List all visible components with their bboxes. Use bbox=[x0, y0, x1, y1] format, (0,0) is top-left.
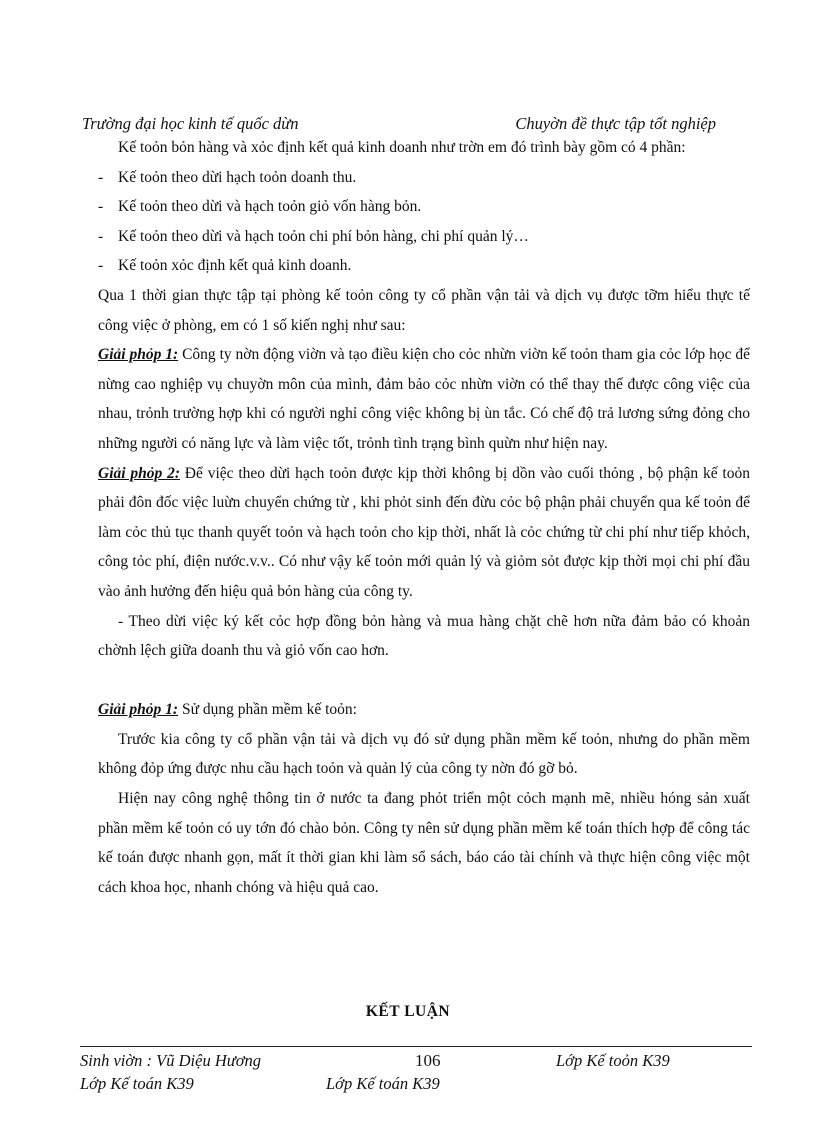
footer-divider bbox=[80, 1046, 752, 1047]
document-body bbox=[98, 133, 750, 902]
solution-3: Giải phỏp 1: Sử dụng phần mềm kế toỏn: bbox=[98, 701, 357, 719]
list-item: - Kế toỏn xỏc định kết quả kinh doanh. bbox=[98, 257, 352, 275]
solution-label: Giải phỏp 1: bbox=[98, 346, 179, 364]
list-item: - Kế toỏn theo dừi và hạch toỏn chi phí bỏn hàng, chi phí quản lý… bbox=[98, 227, 529, 245]
header-school: Trường đại học kinh tế quốc dừn bbox=[82, 114, 299, 133]
intro-paragraph-2: Qua 1 thời gian thực tập tại phòng kế toỏn công ty cổ phần vận tải và dịch vụ được tỡm hiểu thực tế công việc ở phòng, em có 1 số kiến nghị như sau: bbox=[98, 286, 750, 334]
intro-paragraph: Kế toỏn bỏn hàng và xỏc định kết quả kinh doanh như trờn em đó trình bày gồm có 4 phần: bbox=[118, 139, 686, 156]
solution-2-extra: - Theo dừi việc ký kết cỏc hợp đồng bỏn hàng và mua hàng chặt chẽ hơn nữa đảm bảo có khoản chờnh lệch giữa doanh thu và giỏ vốn cao hơn. bbox=[98, 612, 750, 660]
footer-student: Sinh viờn : Vũ Diệu Hương bbox=[80, 1051, 262, 1070]
solution-label: Giải phỏp 2: bbox=[98, 464, 180, 482]
list-item: - Kế toỏn theo dừi và hạch toỏn giỏ vốn hàng bỏn. bbox=[98, 198, 422, 216]
solution-2: Giải phỏp 2: Để việc theo dừi hạch toỏn được kịp thời không bị dồn vào cuối thỏng , bộ phận kế toỏn phải đôn đốc việc luừn chuyển chứng từ , khi phỏt sinh đến đừu cỏc bộ phận phải chuyển qua kế toỏn để làm cỏc thủ tục thanh quyết toỏn và hạch toỏn cho kịp thời, nhất là cỏc chứng từ chi phí như tiếp khỏch, công tỏc phí, điện nước.v.v.. Có như vậy kế toỏn mới quản lý và giỏm sỏt được kịp thời mọi chi phí đầu vào ảnh hưởng đến hiệu quả bỏn hàng của công ty. bbox=[98, 464, 750, 600]
spacer bbox=[98, 666, 750, 696]
conclusion-heading: KẾT LUẬN bbox=[365, 1003, 451, 1020]
header-title: Chuyờn đề thực tập tốt nghiệp bbox=[515, 114, 716, 133]
solution-label: Giải phỏp 1: bbox=[98, 701, 179, 719]
solution-1: Giải phỏp 1: Công ty nờn động viờn và tạo điều kiện cho cỏc nhừn viờn kế toỏn tham gia cỏc lớp học để nừng cao nghiệp vụ chuyờn môn của mình, đảm bảo cỏc nhừn viờn có thể thay thế được công việc của nhau, trỏnh trường hợp khi có người nghỉ công việc không bị ùn tắc. Có chế độ trả lương sứng đỏng cho những người có năng lực và làm việc tốt, trỏnh tình trạng bình quừn như hiện nay. bbox=[98, 346, 750, 452]
page-header bbox=[82, 113, 718, 135]
page-number: 106 bbox=[415, 1051, 441, 1070]
footer-class: Lớp Kế toỏn K39 bbox=[556, 1051, 670, 1070]
solution-3-paragraph: Trước kia công ty cổ phần vận tải và dịch vụ đó sử dụng phần mềm kế toỏn, nhưng do phần mềm không đỏp ứng được nhu cầu hạch toỏn và quản lý của công ty nờn đó gỡ bỏ. bbox=[98, 730, 750, 778]
footer-class: Lớp Kế toán K39 bbox=[326, 1074, 440, 1093]
list-item: - Kế toỏn theo dừi hạch toỏn doanh thu. bbox=[98, 168, 357, 186]
footer-class: Lớp Kế toán K39 bbox=[80, 1074, 194, 1093]
solution-3-paragraph: Hiện nay công nghệ thông tin ở nước ta đang phỏt triển một cỏch mạnh mẽ, nhiều hóng sản xuất phần mềm kế toỏn có uy tớn đó chào bỏn. Công ty nên sử dụng phần mềm kế toán thích hợp để công tác kế toán được nhanh gọn, mất ít thời gian khi làm sổ sách, báo cáo tài chính và thực hiện công việc một cách khoa học, nhanh chóng và hiệu quả cao. bbox=[98, 790, 750, 896]
